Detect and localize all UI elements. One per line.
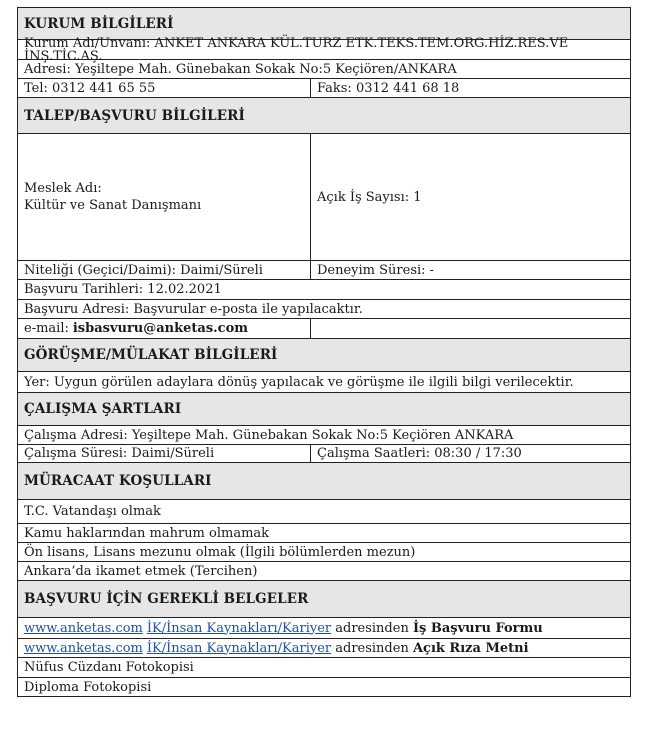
meslek-cell bbox=[18, 134, 311, 260]
meslek-value: Kültür ve Sanat Danışmanı bbox=[24, 198, 202, 213]
kurum-unvan-row bbox=[17, 35, 631, 64]
calisma-sure-row bbox=[17, 444, 631, 462]
section-title: ÇALIŞMA ŞARTLARI bbox=[24, 401, 182, 417]
kurum-adres-row bbox=[17, 59, 631, 78]
job-posting-document bbox=[17, 7, 631, 697]
kurum-contact-row bbox=[17, 78, 631, 97]
basvuru-adresi: Başvuru Adresi: Başvurular e-posta ile yapılacaktır. bbox=[24, 301, 363, 317]
kariyer-path-link[interactable]: İK/İnsan Kaynakları/Kariyer bbox=[146, 640, 332, 656]
deneyim-suresi: Deneyim Süresi: - bbox=[317, 262, 435, 278]
adresinden-text: adresinden bbox=[331, 640, 413, 656]
kurum-tel-cell bbox=[18, 79, 311, 97]
website-link[interactable]: www.anketas.com bbox=[24, 620, 143, 636]
muracaat-item-text: T.C. Vatandaşı olmak bbox=[24, 504, 161, 519]
adresinden-text: adresinden bbox=[331, 620, 413, 636]
muracaat-item bbox=[17, 523, 631, 542]
section-header-kurum bbox=[17, 7, 631, 39]
talep-email-row bbox=[17, 318, 631, 338]
talep-meslek-row bbox=[17, 133, 631, 260]
section-title: BAŞVURU İÇİN GEREKLİ BELGELER bbox=[24, 591, 309, 607]
muracaat-item-text: Ankara’da ikamet etmek (Tercihen) bbox=[24, 563, 258, 579]
gorusme-yer-row bbox=[17, 371, 631, 392]
belge-acik-riza-row bbox=[17, 638, 631, 657]
email-value[interactable]: isbasvuru@anketas.com bbox=[72, 321, 249, 336]
section-header-belgeler bbox=[17, 580, 631, 617]
kurum-unvan: Kurum Adı/Unvanı: ANKET ANKARA KÜL.TURZ ETK.TEKS.TEM.ORG.HİZ.RES.VE İNŞ.TİC.AŞ. bbox=[24, 35, 569, 64]
email-label: e-mail: bbox=[24, 321, 69, 336]
talep-adres-row bbox=[17, 299, 631, 318]
calisma-saatleri: Çalışma Saatleri: 08:30 / 17:30 bbox=[317, 446, 522, 461]
acik-is-cell bbox=[311, 134, 630, 260]
kariyer-path-link[interactable]: İK/İnsan Kaynakları/Kariyer bbox=[146, 620, 332, 636]
talep-nitelik-row bbox=[17, 260, 631, 279]
talep-tarih-row bbox=[17, 279, 631, 299]
meslek-label: Meslek Adı: bbox=[24, 181, 102, 196]
kurum-adres: Adresi: Yeşiltepe Mah. Günebakan Sokak No:5 Keçiören/ANKARA bbox=[24, 61, 457, 77]
kurum-faks: Faks: 0312 441 68 18 bbox=[317, 80, 460, 96]
section-title: MÜRACAAT KOŞULLARI bbox=[24, 473, 212, 489]
belge-nufus-row bbox=[17, 657, 631, 677]
section-title: GÖRÜŞME/MÜLAKAT BİLGİLERİ bbox=[24, 347, 278, 363]
website-link[interactable]: www.anketas.com bbox=[24, 640, 143, 656]
section-title: TALEP/BAŞVURU BİLGİLERİ bbox=[24, 107, 245, 124]
diploma: Diploma Fotokopisi bbox=[24, 679, 152, 695]
calisma-sure-cell bbox=[18, 445, 311, 462]
calisma-saat-cell bbox=[311, 445, 630, 462]
deneyim-cell bbox=[311, 261, 630, 279]
niteligi: Niteliği (Geçici/Daimi): Daimi/Süreli bbox=[24, 262, 263, 278]
nufus-cuzdani: Nüfus Cüzdanı Fotokopisi bbox=[24, 660, 194, 675]
muracaat-item-text: Kamu haklarından mahrum olmamak bbox=[24, 525, 270, 541]
calisma-adres-row bbox=[17, 425, 631, 444]
muracaat-item bbox=[17, 499, 631, 523]
section-header-gorusme bbox=[17, 338, 631, 371]
email-cell bbox=[18, 319, 311, 338]
nitelik-cell bbox=[18, 261, 311, 279]
acik-riza-metni: Açık Rıza Metni bbox=[412, 640, 529, 656]
belge-diploma-row bbox=[17, 677, 631, 697]
section-header-talep bbox=[17, 97, 631, 133]
muracaat-item bbox=[17, 561, 631, 580]
basvuru-tarihleri: Başvuru Tarihleri: 12.02.2021 bbox=[24, 282, 222, 297]
section-header-calisma bbox=[17, 392, 631, 425]
gorusme-yer: Yer: Uygun görülen adaylara dönüş yapılacak ve görüşme ile ilgili bilgi verilecektir. bbox=[24, 374, 574, 390]
muracaat-item-text: Ön lisans, Lisans mezunu olmak (İlgili bölümlerden mezun) bbox=[24, 544, 416, 560]
section-title: KURUM BİLGİLERİ bbox=[24, 15, 174, 32]
email-empty-cell bbox=[311, 319, 630, 338]
section-header-muracaat bbox=[17, 462, 631, 499]
calisma-suresi: Çalışma Süresi: Daimi/Süreli bbox=[24, 446, 215, 461]
acik-is-sayisi: Açık İş Sayısı: 1 bbox=[317, 189, 422, 205]
kurum-tel: Tel: 0312 441 65 55 bbox=[24, 80, 156, 96]
is-basvuru-formu: İş Başvuru Formu bbox=[412, 620, 543, 636]
calisma-adresi: Çalışma Adresi: Yeşiltepe Mah. Günebakan Sokak No:5 Keçiören ANKARA bbox=[24, 427, 514, 443]
kurum-faks-cell bbox=[311, 79, 630, 97]
belge-basvuru-formu-row bbox=[17, 617, 631, 638]
muracaat-item bbox=[17, 542, 631, 561]
